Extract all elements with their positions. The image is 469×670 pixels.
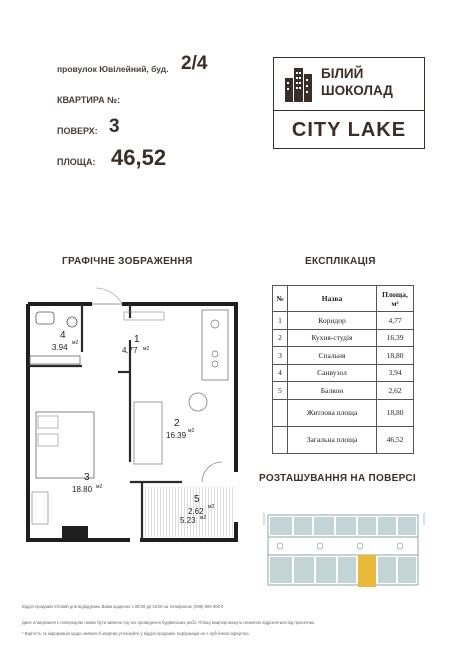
table-header-num: № <box>273 286 288 312</box>
room-5-unit: м2 <box>208 504 215 510</box>
room-4-unit: м2 <box>72 340 79 346</box>
row-name: Загальна площа <box>288 426 377 453</box>
room-1-number: 1 <box>134 334 140 345</box>
area-value: 46,52 <box>111 145 167 170</box>
row-area: 46,52 <box>377 426 414 453</box>
table-header-name: Назва <box>288 286 377 312</box>
address-label: провулок Ювілейний, буд. <box>57 64 169 74</box>
building-number: 2/4 <box>181 53 208 74</box>
table-header-area: Площа, м² <box>377 286 414 312</box>
room-4-area: 3.94 <box>52 343 68 352</box>
table-row <box>273 364 414 382</box>
brand-name-line1: БІЛИЙ <box>321 66 364 81</box>
footer-line-3: * Вартість та інформація щодо наявності квартир уточнюйте у відділі продажів. Інформація не є публічною офертою. <box>22 631 250 636</box>
row-num: 4 <box>273 364 288 382</box>
apartment-highlight <box>358 555 376 587</box>
room-2-area: 16.39 <box>166 431 187 440</box>
apartment-floor-plan <box>22 282 244 554</box>
row-area: 16,39 <box>377 329 414 347</box>
row-name: Санвузол <box>288 364 377 382</box>
room-5-area: 2.62 <box>188 507 204 516</box>
room-5-extra-area: 5.23 <box>180 516 196 525</box>
room-2-number: 2 <box>174 418 180 429</box>
table-row <box>273 312 414 330</box>
table-row <box>273 329 414 347</box>
table-total-row <box>273 399 414 426</box>
table-total-row <box>273 426 414 453</box>
row-num: 1 <box>273 312 288 330</box>
row-area: 3,94 <box>377 364 414 382</box>
apartment-label: КВАРТИРА №: <box>57 95 121 105</box>
row-num: 3 <box>273 347 288 365</box>
floor-location-map <box>260 495 428 595</box>
table-row <box>273 347 414 365</box>
footer-line-1: Відділ продажів готовий для відвідувань Вами щоденно з 09:00 до 19:00 за телефоном: (096) 900 900 0 <box>22 604 224 609</box>
explication-table <box>272 285 414 454</box>
row-area: 2,62 <box>377 382 414 400</box>
table-row <box>273 382 414 400</box>
row-name: Балкон <box>288 382 377 400</box>
brand-name-line2: ШОКОЛАД <box>321 83 393 98</box>
explication-title: ЕКСПЛІКАЦІЯ <box>305 256 376 267</box>
building-logo-icon <box>284 66 314 102</box>
row-num: 2 <box>273 329 288 347</box>
row-name: Житлова площа <box>288 399 377 426</box>
floor-value: 3 <box>109 116 120 137</box>
row-area: 18,80 <box>377 347 414 365</box>
floor-location-title: РОЗТАШУВАННЯ НА ПОВЕРСІ <box>259 473 416 484</box>
row-name: Кухня-студія <box>288 329 377 347</box>
floor-label: ПОВЕРХ: <box>57 126 98 136</box>
row-num <box>273 426 288 453</box>
row-num: 5 <box>273 382 288 400</box>
room-1-unit: м2 <box>143 346 150 352</box>
room-5-number: 5 <box>194 494 200 505</box>
room-3-unit: м2 <box>96 484 103 490</box>
row-area: 4,77 <box>377 312 414 330</box>
room-5-extra-unit: м2 <box>200 515 207 521</box>
project-name: CITY LAKE <box>291 118 407 141</box>
plan-title: ГРАФІЧНЕ ЗОБРАЖЕННЯ <box>62 256 193 267</box>
row-area: 18,80 <box>377 399 414 426</box>
footer-line-2: Дане планування є попереднім і може бути змінене під час проведення будівельних робіт. Площі квартир можуть незначно відрізнятися від проектних. <box>22 620 316 625</box>
area-label: ПЛОЩА: <box>57 157 96 167</box>
row-name: Коридор <box>288 312 377 330</box>
room-4-number: 4 <box>60 330 66 341</box>
room-1-area: 4.77 <box>122 346 138 355</box>
brand-logo-box <box>273 57 425 149</box>
room-3-number: 3 <box>84 472 90 483</box>
room-3-area: 18.80 <box>72 485 93 494</box>
room-2-unit: м2 <box>188 428 195 434</box>
row-num <box>273 399 288 426</box>
row-name: Спальня <box>288 347 377 365</box>
